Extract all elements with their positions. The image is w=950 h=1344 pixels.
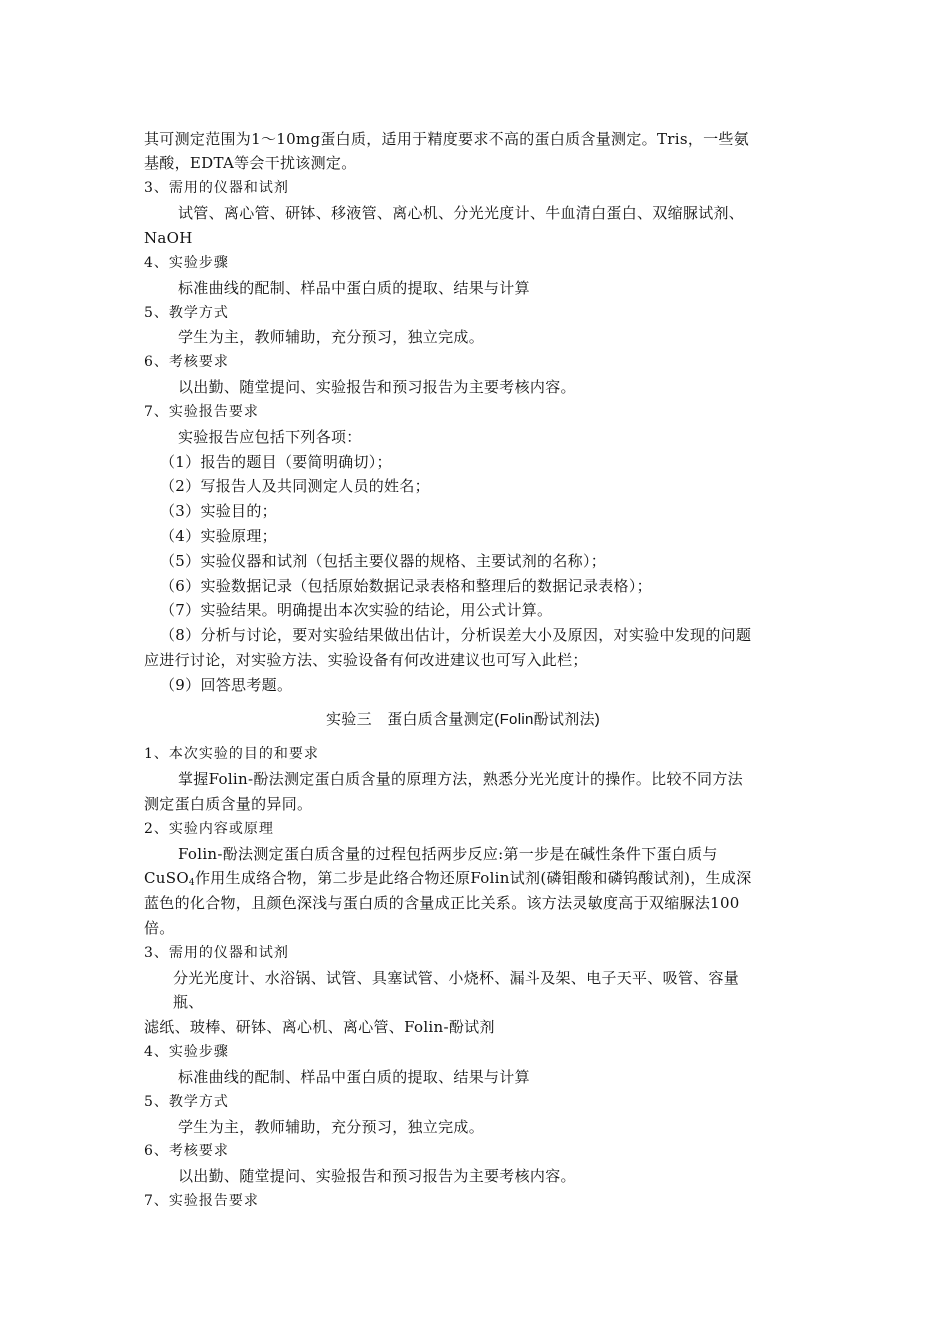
experiment-title: 实验三 蛋白质含量测定(Folin酚试剂法) [326,711,601,728]
exp3-section-6-body: 以出勤、随堂提问、实验报告和预习报告为主要考核内容。 [178,1167,576,1185]
exp3-section-5-body: 学生为主，教师辅助，充分预习，独立完成。 [178,1118,485,1136]
report-item: （5）实验仪器和试剂（包括主要仪器的规格、主要试剂的名称）； [160,552,607,570]
exp3-section-3-line-3: 滤纸、玻棒、研钵、离心机、离心管、Folin-酚试剂 [144,1018,495,1036]
section-5-heading: 5、教学方式 [144,305,229,321]
cuso4-subscript: 4 [188,878,195,888]
report-item-continuation: 应进行讨论，对实验方法、实验设备有何改进建议也可写入此栏； [144,651,588,669]
section-4-body: 标准曲线的配制、样品中蛋白质的提取、结果与计算 [178,279,530,297]
section-3-line-2: NaOH [144,229,193,247]
report-item: （6）实验数据记录（包括原始数据记录表格和整理后的数据记录表格）； [160,577,652,595]
section-3-heading: 3、需用的仪器和试剂 [144,180,289,196]
exp3-section-3-line-1: 分光光度计、水浴锅、试管、具塞试管、小烧杯、漏斗及架、电子天平、吸管、容量 [173,969,740,987]
section-6-heading: 6、考核要求 [144,354,229,370]
exp3-section-3-heading: 3、需用的仪器和试剂 [144,945,289,961]
section-7-intro: 实验报告应包括下列各项： [178,428,362,446]
exp3-section-2-line-1: Folin-酚法测定蛋白质含量的过程包括两步反应:第一步是在碱性条件下蛋白质与 [178,845,718,863]
exp3-section-1-heading: 1、本次实验的目的和要求 [144,746,319,762]
report-item: （7）实验结果。明确提出本次实验的结论，用公式计算。 [160,601,553,619]
exp3-section-3-line-2: 瓶、 [173,993,204,1011]
exp3-section-1-line-2: 测定蛋白质含量的异同。 [144,795,313,813]
exp3-section-5-heading: 5、教学方式 [144,1094,229,1110]
exp3-section-4-body: 标准曲线的配制、样品中蛋白质的提取、结果与计算 [178,1068,530,1086]
section-4-heading: 4、实验步骤 [144,255,229,271]
exp3-section-6-heading: 6、考核要求 [144,1143,229,1159]
exp3-section-2-line-2-text: 作用生成络合物，第二步是此络合物还原Folin试剂(磷钼酸和磷钨酸试剂)，生成深 [194,869,752,887]
exp3-section-7-heading: 7、实验报告要求 [144,1193,259,1209]
report-item: （4）实验原理； [160,527,277,545]
intro-line-2: 基酸，EDTA等会干扰该测定。 [144,154,357,172]
report-item: （8）分析与讨论，要对实验结果做出估计，分析误差大小及原因，对实验中发现的问题 [160,626,752,644]
report-item: （9）回答思考题。 [160,676,293,694]
section-5-body: 学生为主，教师辅助，充分预习，独立完成。 [178,328,485,346]
exp3-section-4-heading: 4、实验步骤 [144,1044,229,1060]
cuso4-formula: CuSO [144,869,189,887]
exp3-section-1-line-1: 掌握Folin-酚法测定蛋白质含量的原理方法，熟悉分光光度计的操作。比较不同方法 [178,770,743,788]
section-3-line-1: 试管、离心管、研钵、移液管、离心机、分光光度计、牛血清白蛋白、双缩脲试剂、 [178,204,745,222]
exp3-section-2-line-3: 蓝色的化合物，且颜色深浅与蛋白质的含量成正比关系。该方法灵敏度高于双缩脲法100 [144,894,740,912]
exp3-section-2-line-2 [144,868,752,893]
exp3-section-2-line-4: 倍。 [144,919,175,937]
exp3-section-2-heading: 2、实验内容或原理 [144,821,274,837]
report-item: （2）写报告人及共同测定人员的姓名； [160,477,430,495]
report-item: （1）报告的题目（要简明确切）； [160,453,392,471]
intro-line-1: 其可测定范围为1～10mg蛋白质，适用于精度要求不高的蛋白质含量测定。Tris，一些氨 [144,130,750,148]
section-6-body: 以出勤、随堂提问、实验报告和预习报告为主要考核内容。 [178,378,576,396]
section-7-heading: 7、实验报告要求 [144,404,259,420]
report-item: （3）实验目的； [160,502,277,520]
